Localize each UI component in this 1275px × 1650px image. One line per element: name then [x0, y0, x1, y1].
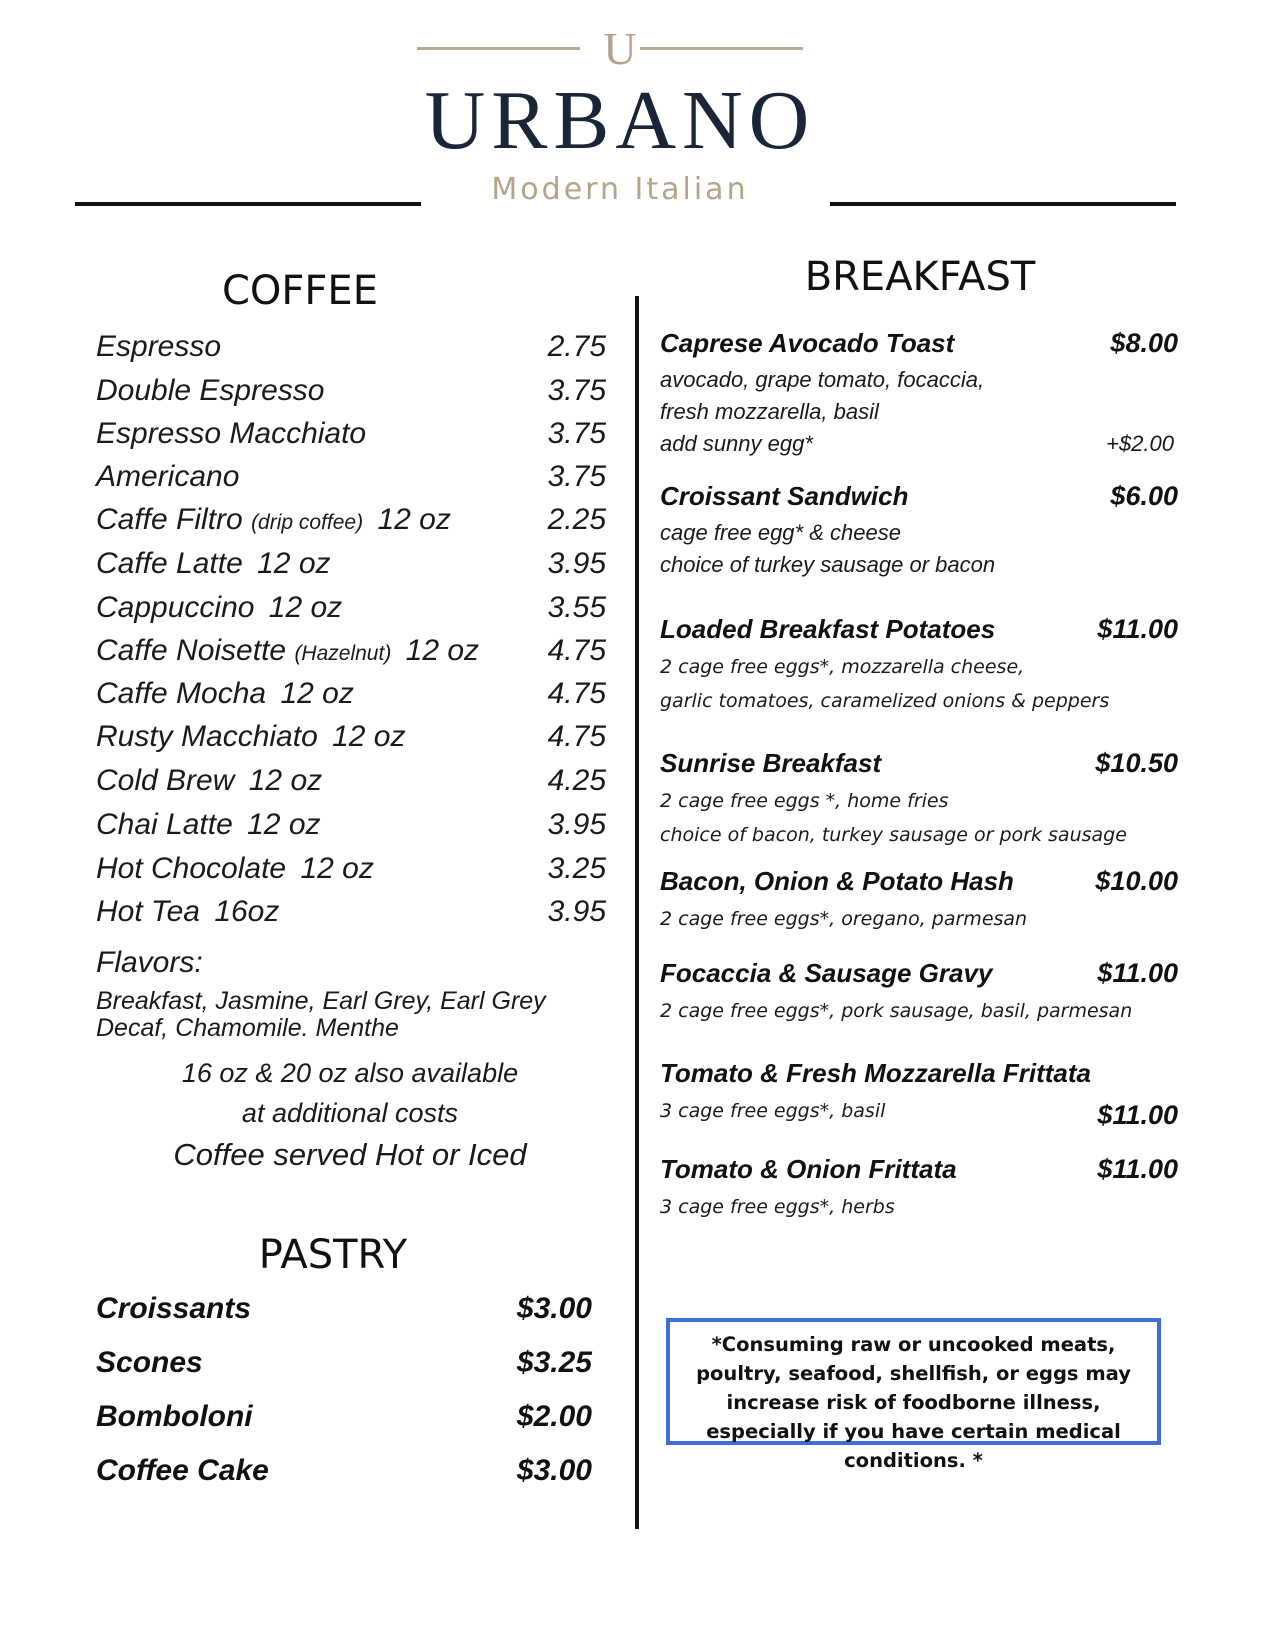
coffee-item	[96, 374, 606, 416]
coffee-item-label: Americano	[96, 460, 240, 493]
breakfast-item-description: 3 cage free eggs*, basil	[660, 1100, 886, 1122]
logo-line-left	[417, 47, 580, 50]
coffee-item-name	[96, 852, 374, 886]
breakfast-item-price: $11.00	[1097, 1154, 1178, 1184]
header-rule-left	[75, 202, 421, 206]
breakfast-item-header	[660, 866, 1178, 902]
tea-flavors-label: Flavors:	[96, 946, 203, 979]
breakfast-item	[660, 958, 1178, 1028]
coffee-item-size: 12 oz	[405, 634, 480, 667]
coffee-item-price: 3.75	[547, 460, 606, 493]
breakfast-item-description: avocado, grape tomato, focaccia,	[660, 367, 985, 392]
additional-costs-note: at additional costs	[241, 1098, 459, 1128]
breakfast-item-price: $10.00	[1095, 866, 1178, 896]
breakfast-item-price: $11.00	[1097, 958, 1178, 988]
coffee-item-name	[96, 634, 479, 668]
coffee-item-price: 4.75	[547, 634, 606, 667]
breakfast-item-price: $10.50	[1095, 748, 1178, 778]
pastry-item-name: Coffee Cake	[96, 1454, 269, 1487]
breakfast-item	[660, 866, 1178, 936]
logo-line-right	[640, 47, 803, 50]
coffee-item-price: 3.55	[547, 591, 606, 624]
coffee-item-label: Chai Latte	[96, 808, 233, 841]
coffee-item-price: 2.25	[547, 503, 606, 536]
breakfast-item-price: $11.00	[1097, 1100, 1178, 1130]
coffee-item-size: 12 oz	[300, 852, 374, 885]
breakfast-item-name: Tomato & Onion Frittata	[660, 1154, 957, 1184]
coffee-item-label: Rusty Macchiato	[96, 720, 318, 753]
pastry-item-name: Bomboloni	[96, 1400, 253, 1433]
coffee-item-name	[96, 591, 342, 625]
coffee-item-name	[96, 503, 451, 537]
breakfast-item-description: cage free egg* & cheese	[660, 520, 901, 545]
coffee-item	[96, 503, 606, 545]
coffee-item-size: 12 oz	[377, 503, 451, 536]
breakfast-item-header	[660, 748, 1178, 784]
coffee-item-name	[96, 764, 322, 798]
coffee-item-label: Caffe Noisette	[96, 634, 287, 667]
pastry-item-price: $3.00	[516, 1454, 592, 1487]
pastry-item-price: $3.25	[516, 1346, 592, 1379]
coffee-item-price: 3.95	[547, 895, 606, 928]
breakfast-item-description: garlic tomatoes, caramelized onions & peppers	[660, 690, 1110, 712]
coffee-item-note: (drip coffee)	[251, 511, 364, 534]
breakfast-item-name: Sunrise Breakfast	[660, 748, 882, 778]
breakfast-item-description: 2 cage free eggs *, home fries	[660, 790, 949, 812]
coffee-item-note: (Hazelnut)	[294, 642, 392, 665]
coffee-item	[96, 417, 606, 459]
coffee-item-size: 12 oz	[247, 808, 321, 841]
coffee-item-name	[96, 677, 354, 711]
coffee-item-size: 12 oz	[248, 764, 323, 797]
food-safety-disclaimer: *Consuming raw or uncooked meats, poultry, seafood, shellfish, or eggs may increase risk of foodborne illness, especially if you have certain medical conditions. *	[666, 1318, 1161, 1445]
coffee-item-name	[96, 895, 279, 929]
breakfast-item	[660, 328, 1178, 460]
coffee-item-size: 12 oz	[257, 547, 331, 580]
coffee-item-label: Hot Tea	[96, 895, 200, 928]
breakfast-item	[660, 481, 1178, 581]
coffee-item-size: 12 oz	[332, 720, 406, 753]
coffee-item-price: 3.95	[547, 547, 606, 580]
pastry-item	[96, 1292, 592, 1332]
pastry-title: PASTRY	[258, 1232, 408, 1278]
coffee-item-label: Double Espresso	[96, 374, 325, 407]
coffee-item-price: 3.75	[547, 417, 606, 450]
coffee-item	[96, 330, 606, 372]
breakfast-title: BREAKFAST	[804, 254, 1036, 300]
coffee-item-label: Espresso	[96, 330, 222, 363]
breakfast-item-description: fresh mozzarella, basil	[660, 399, 879, 424]
breakfast-item-name: Tomato & Fresh Mozzarella Frittata	[660, 1058, 1091, 1088]
breakfast-item-description: 2 cage free eggs*, oregano, parmesan	[660, 908, 1028, 930]
coffee-item-size: 16oz	[214, 895, 280, 928]
hot-or-iced-note: Coffee served Hot or Iced	[173, 1137, 527, 1172]
breakfast-item-header	[660, 1154, 1178, 1190]
coffee-item	[96, 677, 606, 719]
header-rule-right	[830, 202, 1176, 206]
pastry-item	[96, 1454, 592, 1494]
breakfast-item-header	[660, 958, 1178, 994]
breakfast-item-description: choice of turkey sausage or bacon	[660, 552, 996, 577]
coffee-item-price: 4.75	[547, 677, 606, 710]
breakfast-item-name: Loaded Breakfast Potatoes	[660, 614, 996, 644]
breakfast-item-name: Croissant Sandwich	[660, 481, 909, 511]
breakfast-item-name: Bacon, Onion & Potato Hash	[660, 866, 1014, 896]
pastry-item-name: Scones	[96, 1346, 203, 1379]
coffee-item-price: 3.75	[547, 374, 606, 407]
coffee-item-name	[96, 374, 324, 408]
coffee-item	[96, 460, 606, 502]
coffee-item	[96, 808, 606, 850]
coffee-item-label: Caffe Filtro	[96, 503, 243, 536]
coffee-item	[96, 634, 606, 676]
pastry-item-price: $3.00	[516, 1292, 592, 1325]
coffee-item-name	[96, 547, 331, 581]
coffee-item-name	[96, 720, 405, 754]
size-availability-note: 16 oz & 20 oz also available	[181, 1058, 519, 1088]
breakfast-item-price: $8.00	[1110, 328, 1178, 358]
coffee-item-name	[96, 417, 366, 451]
coffee-item-price: 2.75	[547, 330, 606, 363]
coffee-item-price: 3.95	[547, 808, 606, 841]
coffee-item-label: Hot Chocolate	[96, 852, 287, 885]
tea-flavors-list: Breakfast, Jasmine, Earl Grey, Earl Grey Decaf, Chamomile. Menthe	[96, 987, 546, 1042]
column-divider	[635, 296, 639, 1529]
brand-tagline: Modern Italian	[491, 172, 749, 207]
coffee-item	[96, 895, 606, 937]
coffee-item	[96, 852, 606, 894]
coffee-item-label: Cold Brew	[96, 764, 235, 797]
pastry-item	[96, 1400, 592, 1440]
breakfast-item-price: $6.00	[1110, 481, 1178, 511]
breakfast-item	[660, 1154, 1178, 1224]
breakfast-item	[660, 1058, 1178, 1128]
breakfast-item-addon	[660, 428, 1178, 460]
coffee-item-name	[96, 460, 239, 494]
addon-label: add sunny egg*	[660, 431, 813, 456]
pastry-item-price: $2.00	[516, 1400, 592, 1433]
breakfast-item-name: Caprese Avocado Toast	[660, 328, 955, 358]
breakfast-item-header	[660, 481, 1178, 517]
breakfast-item-description: choice of bacon, turkey sausage or pork sausage	[660, 824, 1127, 846]
coffee-item	[96, 547, 606, 589]
pastry-item	[96, 1346, 592, 1386]
coffee-item-price: 3.25	[547, 852, 606, 885]
coffee-title: COFFEE	[222, 268, 378, 314]
breakfast-item-description: 2 cage free eggs*, mozzarella cheese,	[660, 656, 1025, 678]
breakfast-item-name: Focaccia & Sausage Gravy	[660, 958, 993, 988]
pastry-item-name: Croissants	[96, 1292, 252, 1325]
breakfast-item-description: 3 cage free eggs*, herbs	[660, 1196, 895, 1218]
coffee-item-label: Caffe Mocha	[96, 677, 267, 710]
breakfast-item	[660, 614, 1178, 718]
coffee-item	[96, 720, 606, 762]
coffee-item-label: Cappuccino	[96, 591, 255, 624]
coffee-item-label: Espresso Macchiato	[96, 417, 367, 450]
coffee-item	[96, 764, 606, 806]
coffee-item	[96, 591, 606, 633]
breakfast-item-header	[660, 614, 1178, 650]
breakfast-item-header	[660, 328, 1178, 364]
coffee-item-price: 4.25	[547, 764, 606, 797]
breakfast-item-price: $11.00	[1097, 614, 1178, 644]
coffee-item-size: 12 oz	[280, 677, 354, 710]
breakfast-item-description: 2 cage free eggs*, pork sausage, basil, parmesan	[660, 1000, 1133, 1022]
brand-name: URBANO	[424, 74, 816, 167]
breakfast-item	[660, 748, 1178, 852]
coffee-item-price: 4.75	[547, 720, 606, 753]
coffee-item-name	[96, 808, 321, 842]
coffee-item-name	[96, 330, 221, 364]
coffee-item-size: 12 oz	[268, 591, 343, 624]
addon-price: +$2.00	[1106, 431, 1174, 456]
coffee-item-label: Caffe Latte	[96, 547, 243, 580]
logo-monogram: U	[603, 23, 637, 74]
